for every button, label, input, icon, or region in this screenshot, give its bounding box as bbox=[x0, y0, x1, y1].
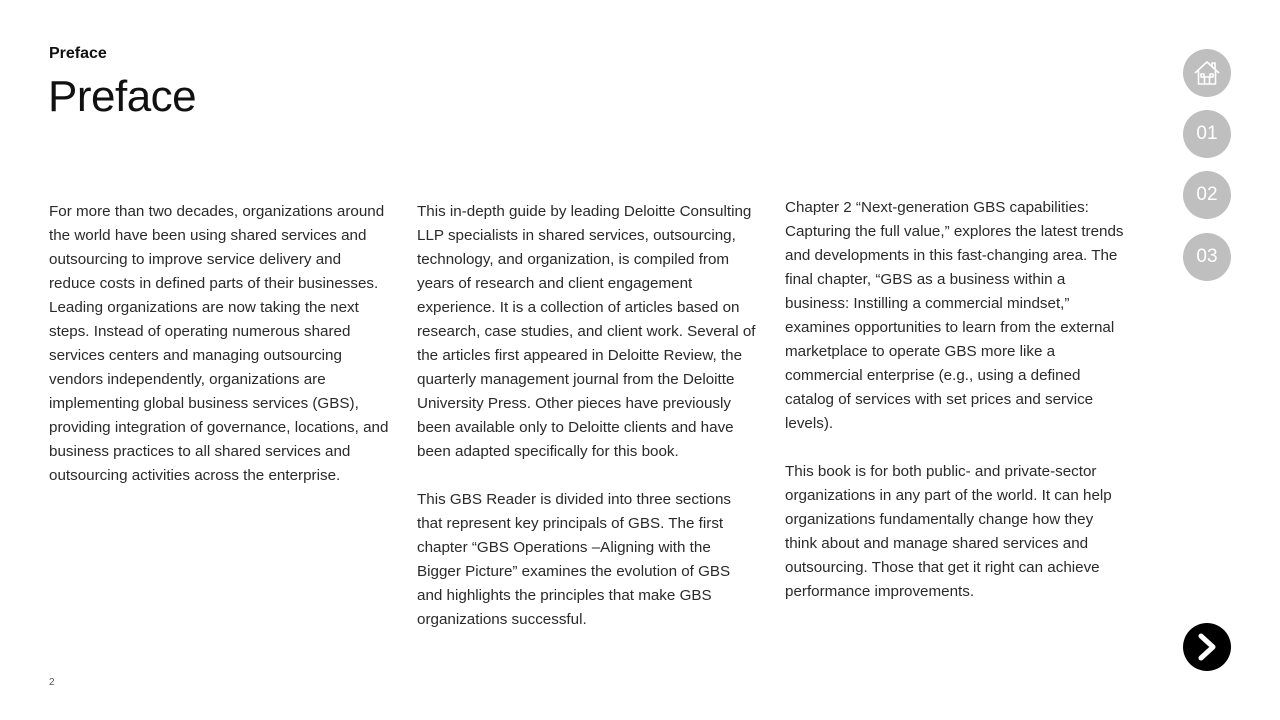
nav-chapter-03-button[interactable]: 03 bbox=[1183, 233, 1231, 281]
text-column-2 bbox=[417, 200, 757, 656]
section-eyebrow: Preface bbox=[49, 45, 107, 62]
nav-home-button[interactable] bbox=[1183, 49, 1231, 97]
paragraph: This GBS Reader is divided into three sections that represent key principals of GBS. The first chapter “GBS Operations –Aligning with the Bigger Picture” examines the evolution of GBS and highlights the principles that make GBS organizations successful. bbox=[417, 491, 732, 628]
text-column-3 bbox=[785, 196, 1125, 628]
paragraph: This in-depth guide by leading Deloitte Consulting LLP specialists in shared services, outsourcing, technology, and organization, is compiled from years of research and client engagement experience. It is a collection of articles based on research, case studies, and client work. Several of the articles first appeared in Deloitte Review, the quarterly management journal from the Deloitte University Press. Other pieces have previously been available only to Deloitte clients and have been adapted specifically for this book. bbox=[417, 203, 756, 460]
paragraph: Chapter 2 “Next-generation GBS capabilities: Capturing the full value,” explores the latest trends and developments in this fast-changing area. The final chapter, “GBS as a business within a business: Instilling a commercial mindset,” examines opportunities to learn from the external marketplace to operate GBS more like a commercial enterprise (e.g., using a defined catalog of services with set prices and service levels). bbox=[785, 199, 1124, 432]
home-icon bbox=[1192, 58, 1222, 88]
paragraph: This book is for both public- and private-sector organizations in any part of the world. It can help organizations fundamentally change how they think about and manage shared services and outsourcing. Those that get it right can achieve performance improvements. bbox=[785, 463, 1112, 600]
nav-chapter-01-button[interactable]: 01 bbox=[1183, 110, 1231, 158]
nav-chapter-02-button[interactable]: 02 bbox=[1183, 171, 1231, 219]
page-title: Preface bbox=[48, 72, 197, 121]
chevron-right-icon bbox=[1194, 632, 1220, 662]
next-page-button[interactable] bbox=[1183, 623, 1231, 671]
text-column-1 bbox=[49, 200, 389, 512]
page-number: 2 bbox=[49, 677, 55, 688]
paragraph: For more than two decades, organizations around the world have been using shared services and outsourcing to improve service delivery and reduce costs in defined parts of their businesses. Leading organizations are now taking the next steps. Instead of operating numerous shared services centers and managing outsourcing vendors independently, organizations are implementing global business services (GBS), providing integration of governance, locations, and business practices to all shared services and outsourcing activities across the enterprise. bbox=[49, 203, 389, 484]
